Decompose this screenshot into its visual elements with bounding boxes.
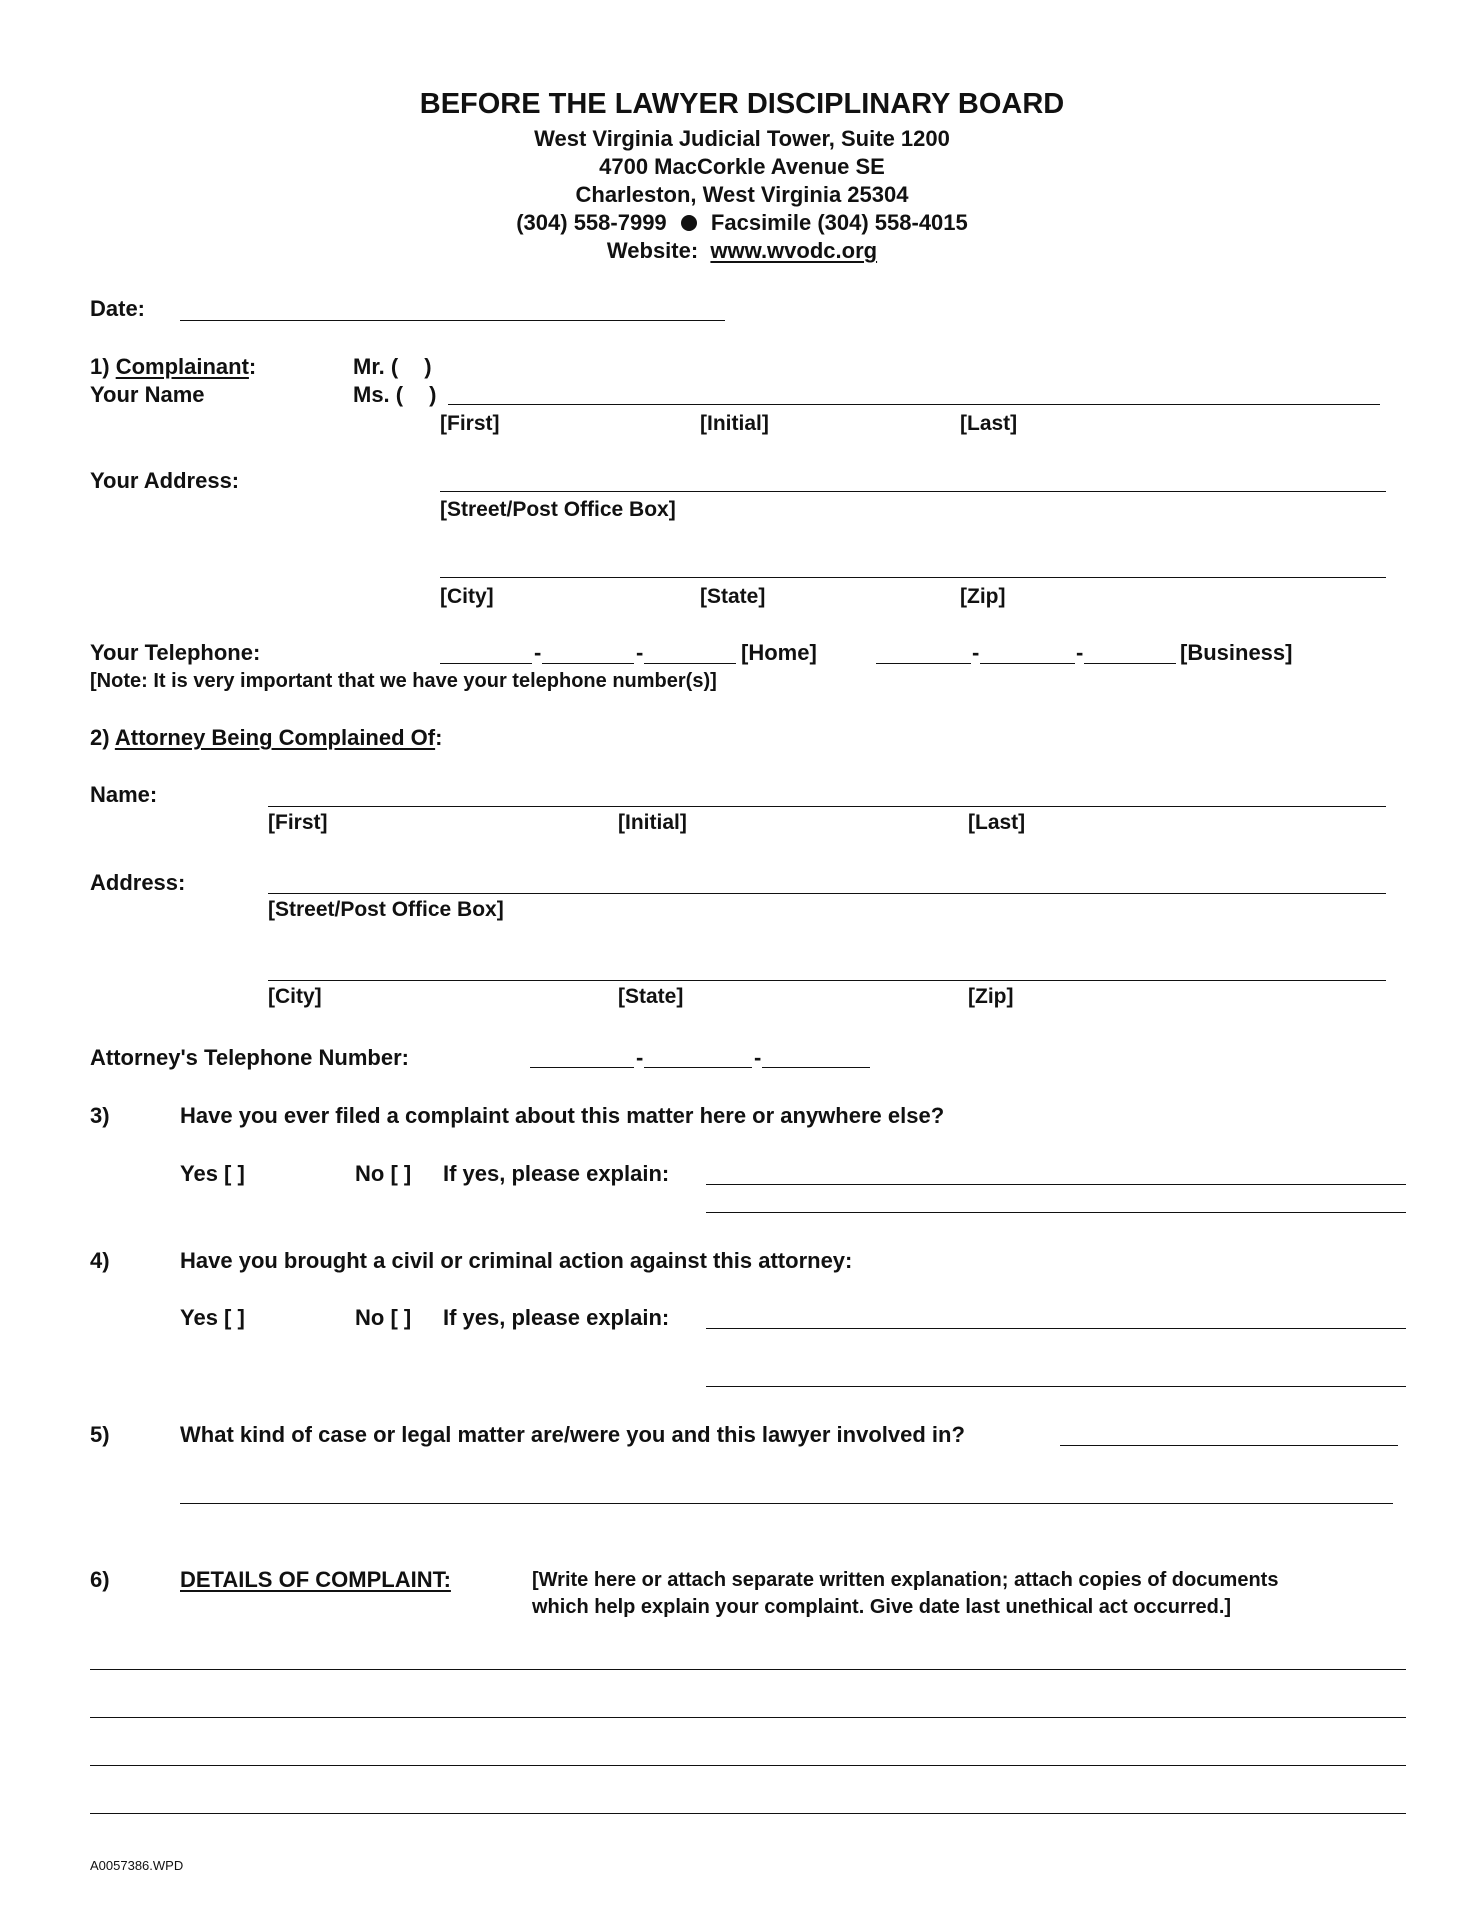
attorney-heading: 2) Attorney Being Complained Of: xyxy=(90,725,443,750)
board-address-line2: 4700 MacCorkle Avenue SE xyxy=(599,154,885,179)
q4-number: 4) xyxy=(90,1248,110,1273)
mr-checkbox[interactable]: Mr. ( ) xyxy=(353,354,432,379)
complainant-street-caption: [Street/Post Office Box] xyxy=(440,498,676,521)
website-link[interactable]: www.wvodc.org xyxy=(710,238,878,263)
complainant-city-state-zip-field[interactable] xyxy=(440,577,1386,578)
business-phone-line-field[interactable] xyxy=(1084,663,1176,664)
q6-instruction-line2: which help explain your complaint. Give date last unethical act occurred.] xyxy=(532,1596,1232,1618)
phone-dash: - xyxy=(754,1045,762,1070)
your-telephone-label: Your Telephone: xyxy=(90,640,261,665)
home-phone-line-field[interactable] xyxy=(644,663,736,664)
phone-dash: - xyxy=(534,640,542,665)
form-title: BEFORE THE LAWYER DISCIPLINARY BOARD xyxy=(419,88,1065,120)
attorney-first-caption: [First] xyxy=(268,811,328,834)
business-phone-prefix-field[interactable] xyxy=(980,663,1075,664)
ms-checkbox[interactable]: Ms. ( ) xyxy=(353,382,437,407)
phone-dash: - xyxy=(636,1045,644,1070)
attorney-last-caption: [Last] xyxy=(968,811,1026,834)
q5-answer-field-1[interactable] xyxy=(1060,1445,1398,1446)
q4-yes-checkbox[interactable]: Yes [ ] xyxy=(180,1305,245,1330)
attorney-phone-area-field[interactable] xyxy=(530,1067,634,1068)
board-website-line xyxy=(0,238,1484,264)
attorney-zip-caption: [Zip] xyxy=(968,985,1014,1008)
home-phone-area-field[interactable] xyxy=(440,663,532,664)
date-label: Date: xyxy=(90,296,146,321)
q3-explain-field-1[interactable] xyxy=(706,1184,1406,1185)
website-label: Website: xyxy=(606,238,699,263)
details-line[interactable] xyxy=(90,1669,1406,1670)
q6-number: 6) xyxy=(90,1567,110,1592)
attorney-telephone-label: Attorney's Telephone Number: xyxy=(90,1045,409,1070)
business-caption: [Business] xyxy=(1180,640,1293,665)
board-contact-line xyxy=(0,210,1484,236)
q5-number: 5) xyxy=(90,1422,110,1447)
complainant-first-caption: [First] xyxy=(440,412,500,435)
board-fax: Facsimile (304) 558-4015 xyxy=(710,210,968,235)
complainant-city-caption: [City] xyxy=(440,585,494,608)
home-phone-prefix-field[interactable] xyxy=(542,663,634,664)
complainant-state-caption: [State] xyxy=(700,585,766,608)
document-code: A0057386.WPD xyxy=(90,1858,184,1873)
attorney-city-caption: [City] xyxy=(268,985,322,1008)
complainant-street-field[interactable] xyxy=(440,491,1386,492)
details-line[interactable] xyxy=(90,1717,1406,1718)
q6-instruction-line1: [Write here or attach separate written explanation; attach copies of documents xyxy=(532,1569,1279,1591)
q4-no-checkbox[interactable]: No [ ] xyxy=(355,1305,412,1330)
date-field[interactable] xyxy=(180,320,725,321)
attorney-state-caption: [State] xyxy=(618,985,684,1008)
q3-question: Have you ever filed a complaint about this matter here or anywhere else? xyxy=(180,1103,945,1128)
q3-explain-label: If yes, please explain: xyxy=(443,1161,670,1186)
telephone-note: [Note: It is very important that we have your telephone number(s)] xyxy=(90,670,717,692)
home-caption: [Home] xyxy=(741,640,817,665)
attorney-street-field[interactable] xyxy=(268,893,1386,894)
q3-yes-checkbox[interactable]: Yes [ ] xyxy=(180,1161,245,1186)
attorney-phone-prefix-field[interactable] xyxy=(644,1067,752,1068)
attorney-name-label: Name: xyxy=(90,782,158,807)
phone-dash: - xyxy=(636,640,644,665)
q4-explain-field-2[interactable] xyxy=(706,1386,1406,1387)
details-line[interactable] xyxy=(90,1765,1406,1766)
board-address-line3: Charleston, West Virginia 25304 xyxy=(575,182,909,207)
q4-question: Have you brought a civil or criminal action against this attorney: xyxy=(180,1248,853,1273)
q3-explain-field-2[interactable] xyxy=(706,1212,1406,1213)
attorney-phone-line-field[interactable] xyxy=(762,1067,870,1068)
phone-dash: - xyxy=(1076,640,1084,665)
complainant-name-field[interactable] xyxy=(448,404,1380,405)
q5-answer-field-2[interactable] xyxy=(180,1503,1393,1504)
your-address-label: Your Address: xyxy=(90,468,240,493)
complainant-heading: 1) Complainant: xyxy=(90,354,257,379)
attorney-street-caption: [Street/Post Office Box] xyxy=(268,898,504,921)
bullet-icon xyxy=(681,215,697,231)
your-name-label: Your Name xyxy=(90,382,205,407)
attorney-initial-caption: [Initial] xyxy=(618,811,687,834)
details-line[interactable] xyxy=(90,1813,1406,1814)
q4-explain-field-1[interactable] xyxy=(706,1328,1406,1329)
q4-explain-label: If yes, please explain: xyxy=(443,1305,670,1330)
attorney-city-state-zip-field[interactable] xyxy=(268,980,1386,981)
phone-dash: - xyxy=(972,640,980,665)
q6-heading: DETAILS OF COMPLAINT: xyxy=(180,1567,451,1592)
board-phone: (304) 558-7999 xyxy=(516,210,667,235)
attorney-name-field[interactable] xyxy=(268,806,1386,807)
attorney-address-label: Address: xyxy=(90,870,186,895)
q3-no-checkbox[interactable]: No [ ] xyxy=(355,1161,412,1186)
complainant-last-caption: [Last] xyxy=(960,412,1018,435)
q3-number: 3) xyxy=(90,1103,110,1128)
q5-question: What kind of case or legal matter are/were you and this lawyer involved in? xyxy=(180,1422,965,1447)
board-address-line1: West Virginia Judicial Tower, Suite 1200 xyxy=(534,126,950,151)
complainant-zip-caption: [Zip] xyxy=(960,585,1006,608)
complainant-initial-caption: [Initial] xyxy=(700,412,769,435)
business-phone-area-field[interactable] xyxy=(876,663,971,664)
